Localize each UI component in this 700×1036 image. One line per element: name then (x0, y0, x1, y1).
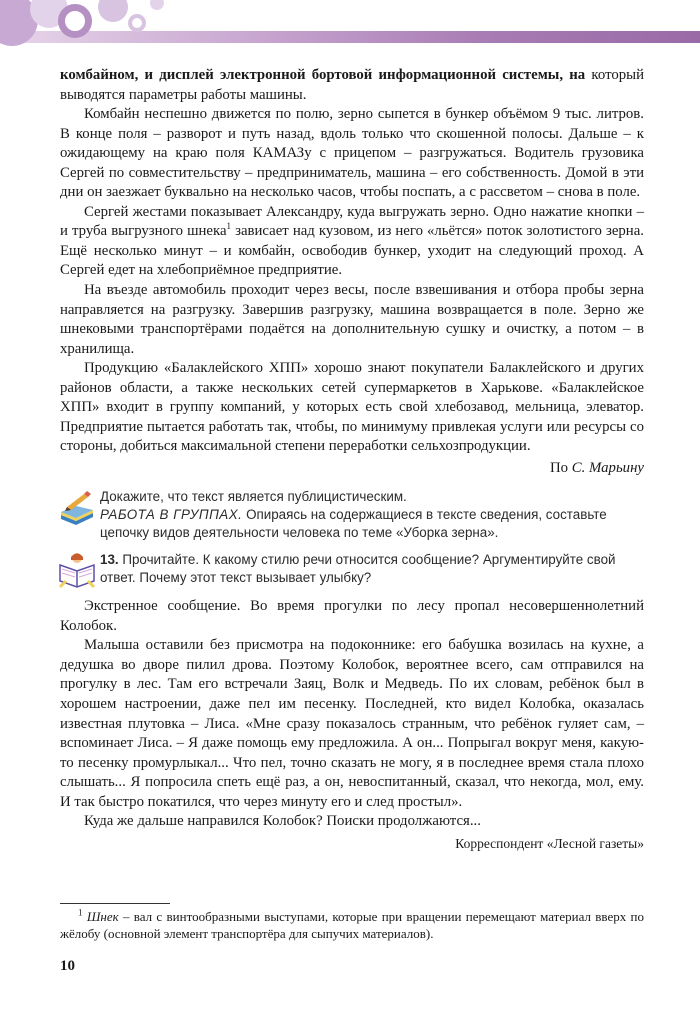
paragraph: На въезде автомобиль проходит через весы, после взвешивания и отбора пробы зерна направляется на разгрузку. Завершив разгрузку, машина возвращается в поле. Зерно же шнековыми транспортёрами подаётся на дополнительную сушку и очистку, а потом – в хранилища. (60, 282, 644, 357)
footnote-mark: 1 (78, 907, 83, 918)
task-line: Докажите, что текст является публицистическим. (100, 489, 407, 505)
footnote-text: – вал с винтообразными выступами, которые при вращении перемещают материал вверх по жёлобу (основной элемент транспортёра для сыпучих материалов). (60, 909, 645, 941)
footnote-marker: 1 (226, 221, 232, 232)
task-text-part: Опираясь на содержащиеся в тексте сведения, составьте цепочку видов деятельности человека по теме «Уборка зерна». (100, 507, 607, 540)
task-number: 13. (100, 552, 119, 568)
girl-reading-icon (58, 551, 96, 589)
page-number: 10 (60, 958, 75, 974)
paragraph-part: зависает над кузовом, из него «льётся» поток золотистого зерна. Ещё несколько минут – и комбайн, освободив бункер, уходит на следующий проход. А Сергей едет на хлебоприёмное предприятие. (60, 223, 644, 279)
task-text-part: Прочитайте. К какому стилю речи относится сообщение? Аргументируйте свой ответ. Почему этот текст вызывает улыбку? (100, 552, 616, 585)
header-decoration (0, 0, 700, 54)
attribution-author: С. Марьину (571, 459, 644, 476)
task-text (100, 488, 644, 541)
story-paragraph: Малыша оставили без присмотра на подоконнике: его бабушка возилась на кухне, а дедушка во дворе пилил дрова. Поэтому Колобок, вероятнее всего, сам отправился на прогулку в лес. Там его встречали Заяц, Волк и Медведь. По их словам, ребёнок был в хорошем настроении, даже пел им песенку. Последней, кто видел Колобка, оказалась известная плутовка – Лиса. «Мне сразу показалось странным, что ребёнок гуляет сам, – вспоминает Лиса. – Я даже помощь ему предложила. А он... Попрыгал вокруг меня, какую-то песенку промурлыкал... Что пел, точно сказать не могу, я в последнее время стала плохо слышать... Я попросила спеть ещё раз, а он, невоспитанный, сказал, что некогда, мол, ему. И так быстро покатился, что через минуту его и след простыл». (60, 637, 644, 810)
paragraph-bold-part: комбайном, и дисплей электронной бортовой информационной системы, на (60, 67, 586, 83)
header-circle (58, 4, 92, 38)
paragraph (60, 66, 644, 105)
footnote (60, 908, 644, 942)
group-work-label: РАБОТА В ГРУППАХ. (100, 507, 243, 523)
paragraph-part: Сергей жестами показывает Александру, куда выгружать зерно. Одно нажатие кнопки – и труба выгрузного шнека (60, 203, 644, 240)
task-block (60, 551, 644, 589)
book-pencil-icon (58, 488, 96, 526)
footnote-term: Шнек (86, 909, 119, 924)
attribution (60, 459, 644, 479)
header-circle (98, 0, 128, 22)
task-block (60, 488, 644, 541)
main-text (60, 66, 644, 853)
paragraph-part: который выводятся параметры работы машины. (60, 67, 644, 103)
task-text (100, 551, 644, 586)
attribution-prefix: По (549, 459, 572, 476)
paragraph: Продукцию «Балаклейского ХПП» хорошо знают покупатели Балаклейского и других районов области, а также нескольких сетей супермаркетов в Харькове. «Балаклейское ХПП» входит в группу компаний, у которых есть свой хлебозавод, мельница, элеватор. Предприятие пытается работать так, чтобы, по минимуму привлекая услуги или ресурсы со стороны, добиться максимальной степени переработки сельхозпродукции. (60, 360, 644, 455)
story-paragraph: Куда же дальше направился Колобок? Поиски продолжаются... (84, 813, 481, 830)
header-circle (150, 0, 164, 10)
attribution: Корреспондент «Лесной газеты» (455, 835, 644, 851)
paragraph: Комбайн неспешно движется по полю, зерно сыпется в бункер объёмом 9 тыс. литров. В конце поля – разворот и путь назад, вдоль только что скошенной полосы. Дальше – к ожидающему на краю поля КАМАЗу с прицепом – разгружаться. Водитель грузовика Сергей по совместительству – предприниматель, машина – его собственность. Домой в эти дни он заезжает буквально на несколько часов, чтобы поспать, а с рассветом – снова в поле. (60, 106, 644, 201)
task-line (100, 506, 644, 541)
story-paragraph: Экстренное сообщение. Во время прогулки по лесу пропал несовершеннолетний Колобок. (60, 598, 644, 634)
footnote-divider (60, 903, 170, 904)
header-circle (128, 14, 146, 32)
paragraph (60, 203, 644, 281)
header-bar (0, 31, 700, 43)
